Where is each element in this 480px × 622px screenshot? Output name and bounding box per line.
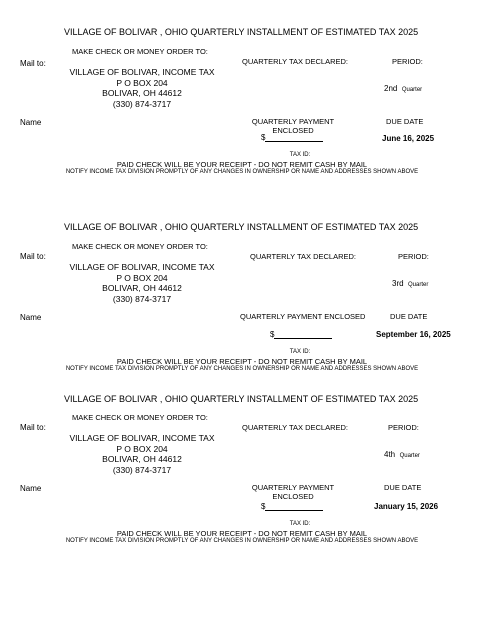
amount-field[interactable] [270, 330, 332, 339]
voucher-title: VILLAGE OF BOLIVAR , OHIO QUARTERLY INSTALLMENT OF ESTIMATED TAX 2025 [64, 394, 419, 404]
payee-address [62, 67, 222, 109]
period-value [384, 78, 422, 96]
quarter-number: 2nd [384, 84, 398, 93]
quarterly-tax-declared-label: QUARTERLY TAX DECLARED: [250, 252, 357, 261]
receipt-notice: PAID CHECK WILL BE YOUR RECEIPT - DO NOT REMIT CASH BY MAIL [116, 529, 368, 538]
payee-po-box: P O BOX 204 [116, 272, 168, 283]
quarter-word: Quarter [401, 87, 423, 93]
payee-phone: (330) 874-3717 [112, 464, 172, 475]
due-date-value: September 16, 2025 [376, 330, 451, 339]
payee-po-box: P O BOX 204 [116, 77, 168, 88]
name-label: Name [20, 313, 42, 322]
amount-field[interactable] [261, 133, 323, 142]
notify-notice: NOTIFY INCOME TAX DIVISION PROMPTLY OF ANY CHANGES IN OWNERSHIP OR NAME AND ADDRESSES SHOWN ABOVE [65, 538, 419, 544]
period-value [392, 273, 428, 291]
mail-to-label: Mail to: [20, 59, 46, 68]
make-check-label: MAKE CHECK OR MONEY ORDER TO: [72, 242, 208, 251]
tax-id-label: TAX ID: [289, 349, 311, 355]
period-value [384, 444, 420, 462]
payee-phone: (330) 874-3717 [112, 293, 172, 304]
notify-notice: NOTIFY INCOME TAX DIVISION PROMPTLY OF ANY CHANGES IN OWNERSHIP OR NAME AND ADDRESSES SHOWN ABOVE [65, 366, 419, 372]
period-label: PERIOD: [398, 252, 429, 261]
quarter-number: 4th [384, 450, 396, 459]
amount-field[interactable] [261, 502, 323, 511]
period-label: PERIOD: [388, 423, 419, 432]
payee-city: BOLIVAR, OH 44612 [102, 283, 182, 293]
payee-city: BOLIVAR, OH 44612 [102, 88, 182, 98]
voucher-title: VILLAGE OF BOLIVAR , OHIO QUARTERLY INSTALLMENT OF ESTIMATED TAX 2025 [64, 27, 419, 37]
voucher-title: VILLAGE OF BOLIVAR , OHIO QUARTERLY INSTALLMENT OF ESTIMATED TAX 2025 [64, 222, 419, 232]
due-date-label: DUE DATE [386, 117, 424, 126]
receipt-notice: PAID CHECK WILL BE YOUR RECEIPT - DO NOT REMIT CASH BY MAIL [116, 160, 368, 169]
notify-notice: NOTIFY INCOME TAX DIVISION PROMPTLY OF ANY CHANGES IN OWNERSHIP OR NAME AND ADDRESSES SHOWN ABOVE [65, 169, 419, 175]
payment-enclosed-label: QUARTERLY PAYMENT ENCLOSED [240, 312, 366, 321]
dollar-sign: $ [270, 330, 275, 339]
payee-name: VILLAGE OF BOLIVAR, INCOME TAX [69, 67, 215, 77]
mail-to-label: Mail to: [20, 252, 46, 261]
tax-id-label: TAX ID: [289, 152, 311, 158]
receipt-notice: PAID CHECK WILL BE YOUR RECEIPT - DO NOT REMIT CASH BY MAIL [116, 357, 368, 366]
quarterly-tax-declared-label: QUARTERLY TAX DECLARED: [242, 423, 349, 432]
period-label: PERIOD: [392, 57, 423, 66]
payee-phone: (330) 874-3717 [112, 98, 172, 109]
payee-po-box: P O BOX 204 [116, 443, 168, 454]
quarter-number: 3rd [392, 279, 404, 288]
tax-id-label: TAX ID: [289, 521, 311, 527]
due-date-value: June 16, 2025 [382, 134, 435, 143]
due-date-value: January 15, 2026 [374, 502, 439, 511]
due-date-label: DUE DATE [384, 483, 422, 492]
mail-to-label: Mail to: [20, 423, 46, 432]
dollar-sign: $ [261, 502, 266, 511]
payee-name: VILLAGE OF BOLIVAR, INCOME TAX [69, 433, 215, 443]
quarter-word: Quarter [408, 282, 429, 288]
due-date-label: DUE DATE [390, 312, 428, 321]
make-check-label: MAKE CHECK OR MONEY ORDER TO: [72, 413, 208, 422]
quarterly-tax-declared-label: QUARTERLY TAX DECLARED: [242, 57, 349, 66]
make-check-label: MAKE CHECK OR MONEY ORDER TO: [72, 47, 208, 56]
quarter-word: Quarter [399, 453, 420, 459]
dollar-sign: $ [261, 133, 266, 142]
payee-address [62, 433, 222, 475]
name-label: Name [20, 484, 42, 493]
payee-city: BOLIVAR, OH 44612 [102, 454, 182, 464]
payee-address [62, 262, 222, 304]
payment-enclosed-label: QUARTERLY PAYMENT ENCLOSED [251, 483, 335, 501]
payee-name: VILLAGE OF BOLIVAR, INCOME TAX [69, 262, 215, 272]
payment-enclosed-label: QUARTERLY PAYMENT ENCLOSED [251, 117, 335, 135]
name-label: Name [20, 118, 42, 127]
